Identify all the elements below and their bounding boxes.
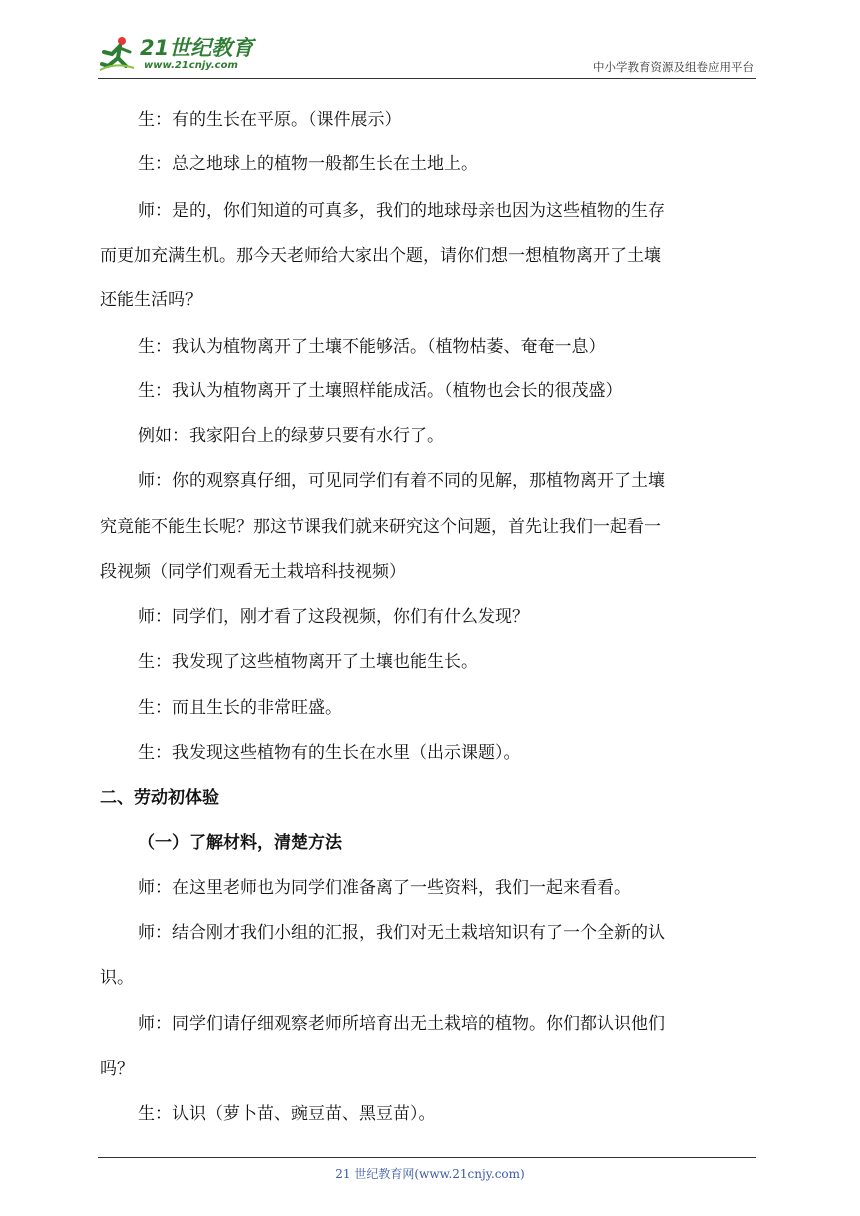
paragraph-line: 生：认识（萝卜苗、豌豆苗、黑豆苗）。 (138, 1104, 436, 1124)
paragraph-line: 师：同学们请仔细观察老师所培育出无土栽培的植物。你们都认识他们 (138, 1014, 665, 1034)
page-footer: 21 世纪教育网(www.21cnjy.com) (335, 1167, 525, 1181)
paragraph-line: 段视频（同学们观看无土栽培科技视频） (100, 562, 406, 582)
paragraph-line: 生：总之地球上的植物一般都生长在土地上。 (138, 154, 478, 174)
paragraph-line: 师：在这里老师也为同学们准备离了一些资料，我们一起来看看。 (138, 878, 631, 898)
paragraph-line: 生：而且生长的非常旺盛。 (138, 698, 342, 718)
paragraph-line: 而更加充满生机。那今天老师给大家出个题，请你们想一想植物离开了土壤 (100, 246, 661, 266)
paragraph-line: 生：我发现了这些植物离开了土壤也能生长。 (138, 652, 478, 672)
section-heading: 二、劳动初体验 (100, 788, 219, 808)
paragraph-line: 师：同学们，刚才看了这段视频，你们有什么发现？ (138, 607, 529, 627)
paragraph-line: 还能生活吗？ (100, 290, 202, 310)
paragraph-line: 师：结合刚才我们小组的汇报，我们对无土栽培知识有了一个全新的认 (138, 923, 665, 943)
subsection-heading: （一）了解材料，清楚方法 (138, 833, 342, 853)
paragraph-line: 生：我发现这些植物有的生长在水里（出示课题）。 (138, 743, 521, 763)
paragraph-line: 生：我认为植物离开了土壤不能够活。（植物枯萎、奄奄一息） (138, 337, 606, 357)
footer-divider (98, 1157, 756, 1158)
paragraph-line: 师：是的，你们知道的可真多，我们的地球母亲也因为这些植物的生存 (138, 201, 665, 221)
logo-title: 21世纪教育 (140, 36, 254, 60)
runner-logo-icon (98, 36, 136, 72)
logo (98, 32, 268, 76)
paragraph-line: 究竟能不能生长呢？那这节课我们就来研究这个问题，首先让我们一起看一 (100, 517, 661, 537)
paragraph-line: 例如：我家阳台上的绿萝只要有水行了。 (138, 426, 444, 446)
paragraph-line: 识。 (100, 968, 134, 988)
paragraph-line: 吗？ (100, 1059, 134, 1079)
logo-url: www.21cnjy.com (144, 60, 238, 71)
header-platform-text: 中小学教育资源及组卷应用平台 (593, 60, 754, 74)
paragraph-line: 师：你的观察真仔细，可见同学们有着不同的见解，那植物离开了土壤 (138, 471, 665, 491)
page-header (98, 30, 756, 79)
paragraph-line: 生：我认为植物离开了土壤照样能成活。（植物也会长的很茂盛） (138, 381, 623, 401)
paragraph-line: 生：有的生长在平原。（课件展示） (138, 110, 402, 130)
